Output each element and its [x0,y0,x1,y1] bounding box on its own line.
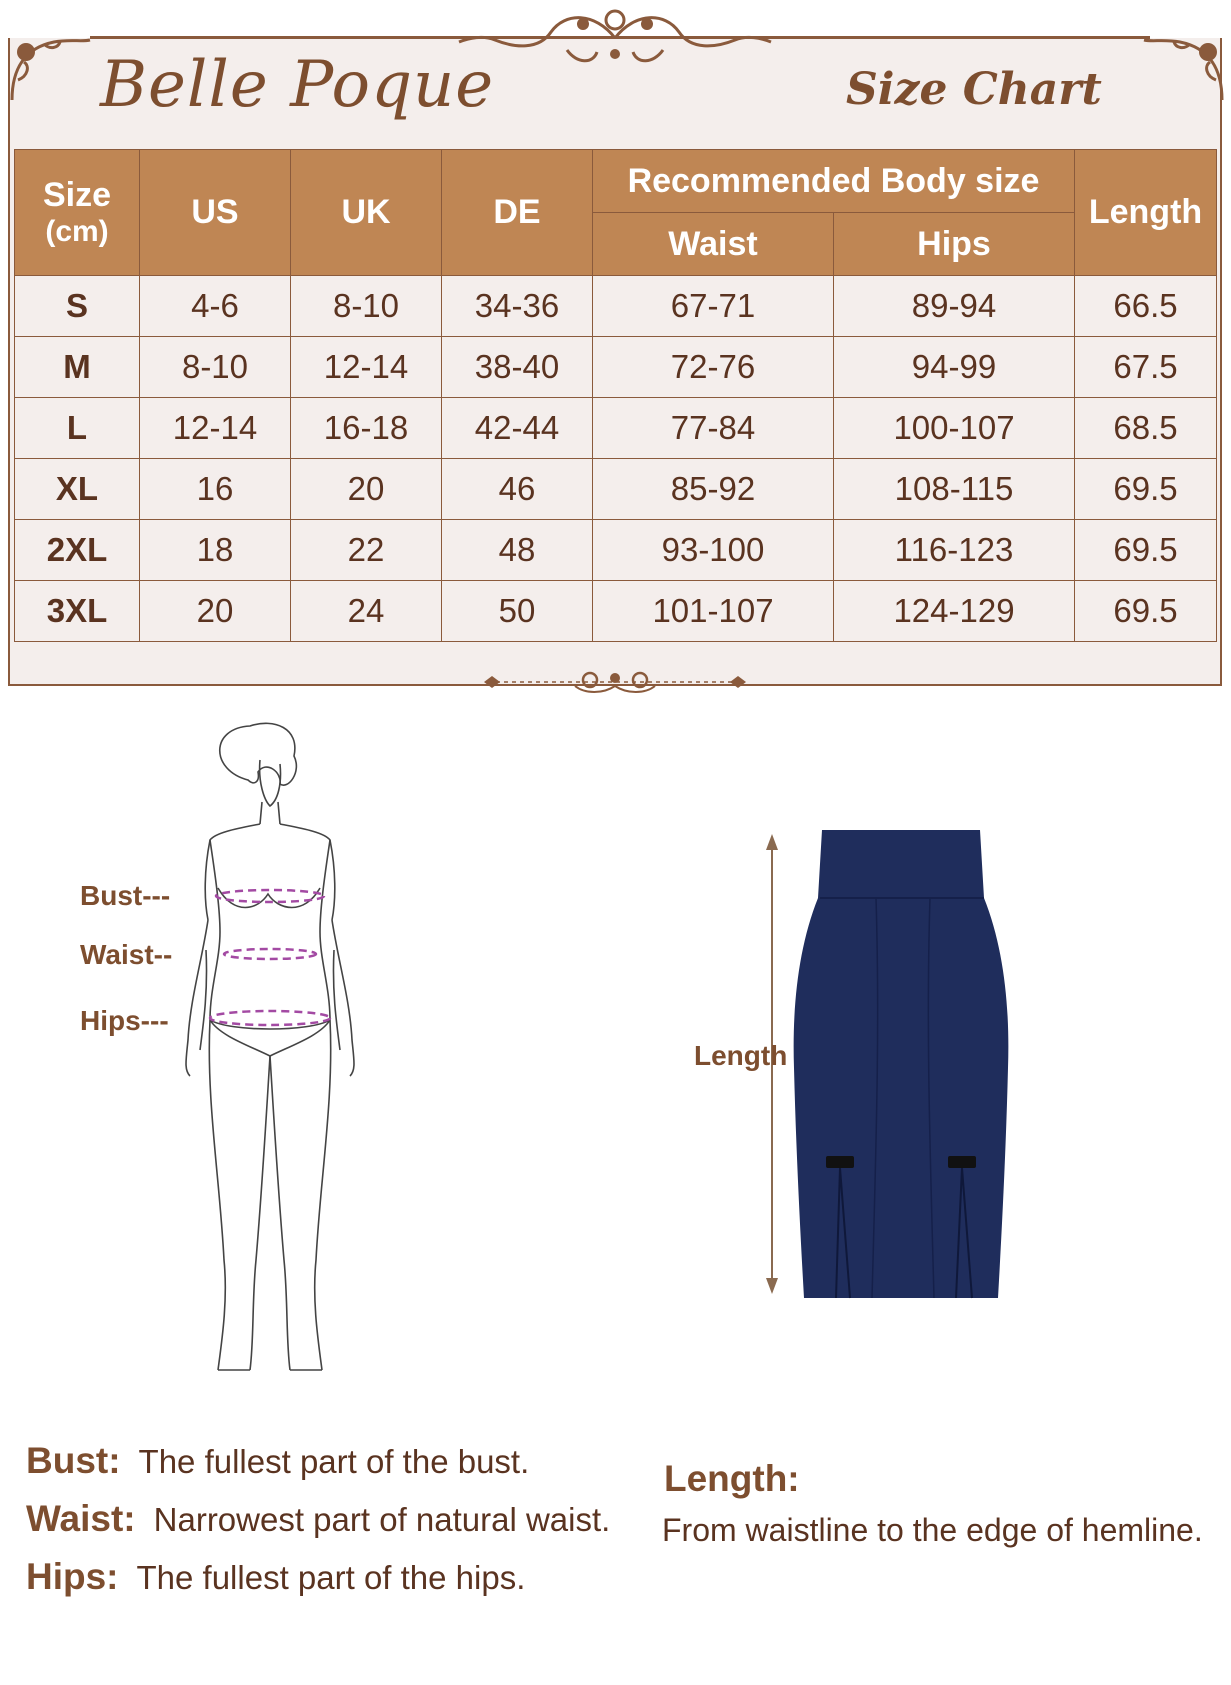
cell-waist: 101-107 [593,581,834,642]
header-de: DE [442,150,593,276]
bust-label: Bust--- [80,880,171,911]
cell-de: 34-36 [442,276,593,337]
header-size [15,150,140,276]
table-row [15,276,1217,337]
cell-uk: 16-18 [291,398,442,459]
cell-us: 12-14 [140,398,291,459]
size-table [14,149,1217,642]
cell-waist: 77-84 [593,398,834,459]
cell-de: 42-44 [442,398,593,459]
waist-definition [26,1498,610,1540]
cell-us: 8-10 [140,337,291,398]
cell-length: 68.5 [1075,398,1217,459]
table-row [15,459,1217,520]
waist-text: Narrowest part of natural waist. [153,1501,611,1538]
cell-waist: 93-100 [593,520,834,581]
cell-length: 69.5 [1075,459,1217,520]
cell-hips: 94-99 [834,337,1075,398]
left-corner-ornament-icon [4,30,94,110]
hips-definition [26,1556,525,1598]
bottom-center-flourish-icon [480,666,750,698]
bust-term: Bust: [26,1440,121,1481]
cell-de: 50 [442,581,593,642]
header-hips: Hips [834,213,1075,276]
cell-size: L [15,398,140,459]
cell-uk: 8-10 [291,276,442,337]
cell-length: 69.5 [1075,520,1217,581]
waist-measure-line [224,949,316,959]
cell-uk: 22 [291,520,442,581]
cell-waist: 67-71 [593,276,834,337]
table-row [15,337,1217,398]
hips-text: The fullest part of the hips. [136,1559,526,1596]
cell-us: 4-6 [140,276,291,337]
right-corner-ornament-icon [1140,30,1230,110]
cell-length: 69.5 [1075,581,1217,642]
hips-measure-line [210,1011,330,1025]
cell-length: 67.5 [1075,337,1217,398]
right-bow-detail [948,1156,976,1168]
cell-hips: 116-123 [834,520,1075,581]
size-table-body [15,276,1217,642]
length-term: Length: [664,1458,800,1499]
cell-size: 3XL [15,581,140,642]
table-row [15,581,1217,642]
header-uk: UK [291,150,442,276]
cell-hips: 124-129 [834,581,1075,642]
cell-uk: 20 [291,459,442,520]
brand-logo: Belle Poque [100,48,495,122]
header-waist: Waist [593,213,834,276]
cell-size: S [15,276,140,337]
pencil-skirt-illustration [780,828,1020,1308]
cell-waist: 85-92 [593,459,834,520]
length-definition-term [664,1458,800,1500]
cell-hips: 89-94 [834,276,1075,337]
table-row [15,398,1217,459]
cell-us: 16 [140,459,291,520]
cell-size: 2XL [15,520,140,581]
cell-de: 38-40 [442,337,593,398]
bust-definition [26,1440,529,1482]
waist-term: Waist: [26,1498,136,1539]
left-bow-detail [826,1156,854,1168]
cell-hips: 108-115 [834,459,1075,520]
cell-uk: 24 [291,581,442,642]
cell-hips: 100-107 [834,398,1075,459]
cell-de: 46 [442,459,593,520]
header-us: US [140,150,291,276]
cell-us: 18 [140,520,291,581]
length-label: Length [694,1040,788,1071]
length-text: From waistline to the edge of hemline. [662,1512,1203,1548]
cell-length: 66.5 [1075,276,1217,337]
table-row [15,520,1217,581]
hair-outline [220,723,297,785]
hips-label: Hips--- [80,1005,169,1036]
waist-label: Waist-- [80,939,173,970]
cell-us: 20 [140,581,291,642]
cell-uk: 12-14 [291,337,442,398]
body-outline-illustration [170,720,370,1380]
cell-size: XL [15,459,140,520]
header-size-label: Size [42,176,112,214]
bust-text: The fullest part of the bust. [138,1443,530,1480]
page-title: Size Chart [846,64,1102,115]
top-center-flourish-icon [455,2,775,76]
cell-de: 48 [442,520,593,581]
header-size-unit: (cm) [45,215,109,248]
header-recommended-body-size: Recommended Body size [593,150,1075,213]
cell-waist: 72-76 [593,337,834,398]
cell-size: M [15,337,140,398]
header-length: Length [1075,150,1217,276]
hips-term: Hips: [26,1556,119,1597]
